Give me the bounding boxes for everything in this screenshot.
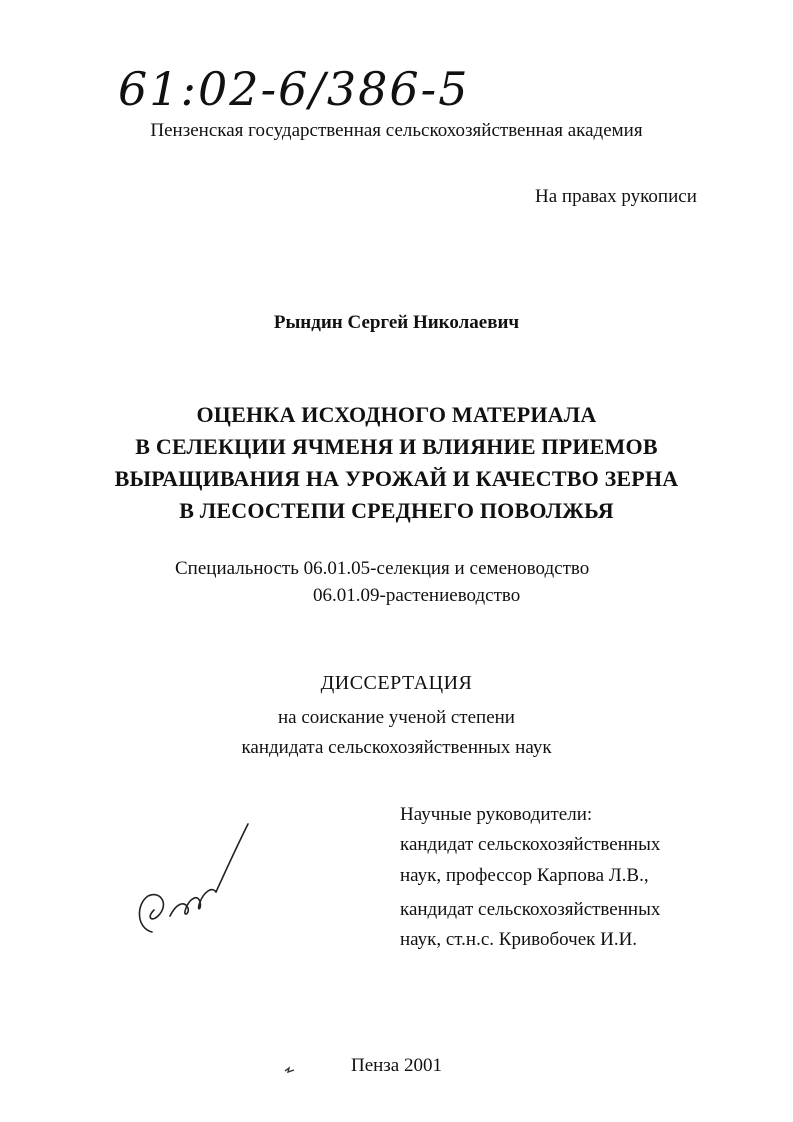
institution: Пензенская государственная сельскохозяйственная академия [150, 120, 643, 141]
supervisor-line-1: кандидат сельскохозяйственных [400, 834, 661, 855]
place-year: Пенза 2001 [350, 1055, 442, 1076]
specialty-line-2: 06.01.09-растениеводство [313, 585, 521, 606]
supervisor-line-3: кандидат сельскохозяйственных [400, 899, 661, 920]
supervisors-heading: Научные руководители: [400, 804, 593, 825]
specialty-line-1: Специальность 06.01.05-селекция и семеноводство [175, 558, 590, 579]
supervisor-line-2: наук, профессор Карпова Л.В., [400, 865, 649, 886]
title-line-2: В СЕЛЕКЦИИ ЯЧМЕНЯ И ВЛИЯНИЕ ПРИЕМОВ [135, 434, 658, 459]
rights-note: На правах рукописи [535, 186, 697, 207]
supervisor-line-4: наук, ст.н.с. Кривобочек И.И. [400, 929, 638, 950]
archive-code: 61:02-6/386-5 [118, 62, 470, 116]
degree-line-1: на соискание ученой степени [278, 707, 515, 728]
title-line-3: ВЫРАЩИВАНИЯ НА УРОЖАЙ И КАЧЕСТВО ЗЕРНА [114, 466, 679, 491]
title-line-1: ОЦЕНКА ИСХОДНОГО МАТЕРИАЛА [196, 402, 597, 427]
author-name: Рындин Сергей Николаевич [273, 312, 520, 333]
work-type: ДИССЕРТАЦИЯ [320, 672, 473, 694]
title-line-4: В ЛЕСОСТЕПИ СРЕДНЕГО ПОВОЛЖЬЯ [179, 498, 614, 523]
degree-line-2: кандидата сельскохозяйственных наук [241, 737, 552, 758]
signature [130, 820, 260, 950]
